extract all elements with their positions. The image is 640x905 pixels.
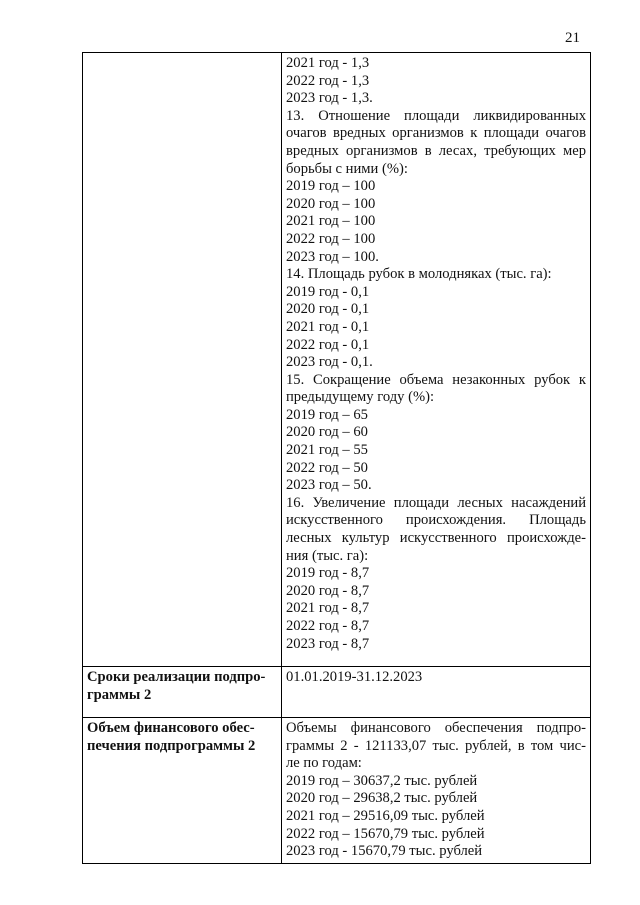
target-line: 2022 год - 1,3 (286, 72, 370, 89)
funding-line: 2019 год – 30637,2 тыс. рублей (286, 772, 478, 789)
table-row-targets (83, 53, 591, 667)
target-line: 2019 год – 100 (286, 178, 376, 195)
target-line: 2023 год - 0,1. (286, 354, 373, 371)
page-number: 21 (565, 30, 580, 46)
target-line: 2020 год - 0,1 (286, 301, 370, 318)
target-line: 14. Площадь рубок в молодняках (тыс. га): (286, 266, 552, 283)
target-line: 2022 год – 100 (286, 230, 376, 247)
target-line: борьбы с ними (%): (286, 160, 408, 177)
funding-line: 2023 год - 15670,79 тыс. рублей (286, 843, 483, 860)
target-line: 2023 год - 1,3. (286, 90, 373, 107)
target-line: 2021 год – 100 (286, 213, 376, 230)
target-line: вредных организмов в лесах, требующих мер (286, 142, 586, 159)
funding-line: ле по годам: (286, 755, 362, 772)
target-line: 2020 год - 8,7 (286, 582, 370, 599)
target-line: искусственного происхождения. Площадь (286, 512, 586, 529)
target-line: 16. Увеличение площади лесных насаждений (286, 494, 586, 511)
targets-label-cell (83, 53, 282, 667)
target-line: 2022 год - 8,7 (286, 618, 370, 634)
funding-line: граммы 2 - 121133,07 тыс. рублей, в том чис- (286, 737, 586, 754)
target-line: очагов вредных организмов к площади очагов (286, 125, 586, 142)
target-line: лесных культур искусственного происхожде- (286, 530, 586, 547)
target-line: 2020 год – 60 (286, 424, 368, 441)
targets-value-cell (282, 53, 591, 667)
target-line: 2021 год - 0,1 (286, 318, 370, 335)
target-line: 2019 год - 8,7 (286, 565, 370, 582)
target-line: предыдущему году (%): (286, 389, 435, 406)
target-line: 2021 год – 55 (286, 442, 368, 459)
program-passport-table (82, 52, 591, 864)
target-line: 2021 год - 8,7 (286, 600, 370, 617)
funding-line: 2021 год – 29516,09 тыс. рублей (286, 807, 485, 824)
target-line: 2019 год – 65 (286, 406, 368, 423)
funding-line: 2020 год – 29638,2 тыс. рублей (286, 790, 478, 807)
funding-line: Объемы финансового обеспечения подпро- (286, 720, 586, 736)
table-row-terms (83, 667, 591, 718)
target-line: 2019 год - 0,1 (286, 283, 370, 300)
funding-label: Объем финансового обес-печения подпрограммы 2 (83, 718, 282, 864)
terms-label: Сроки реализации подпро-граммы 2 (83, 667, 282, 718)
target-line: ния (тыс. га): (286, 547, 369, 564)
target-line: 2023 год - 8,7 (286, 635, 370, 652)
target-line: 2023 год – 50. (286, 477, 372, 494)
target-line: 2021 год - 1,3 (286, 55, 370, 71)
target-line: 2020 год – 100 (286, 195, 376, 212)
target-line: 13. Отношение площади ликвидированных (286, 107, 586, 124)
target-line: 2022 год - 0,1 (286, 336, 370, 353)
table-row-funding (83, 718, 591, 864)
funding-line: 2022 год – 15670,79 тыс. рублей (286, 825, 485, 842)
target-line: 15. Сокращение объема незаконных рубок к (286, 371, 586, 388)
target-line: 2023 год – 100. (286, 248, 379, 265)
target-line: 2022 год – 50 (286, 459, 368, 476)
terms-value: 01.01.2019-31.12.2023 (282, 667, 591, 718)
funding-value-cell (282, 718, 591, 864)
